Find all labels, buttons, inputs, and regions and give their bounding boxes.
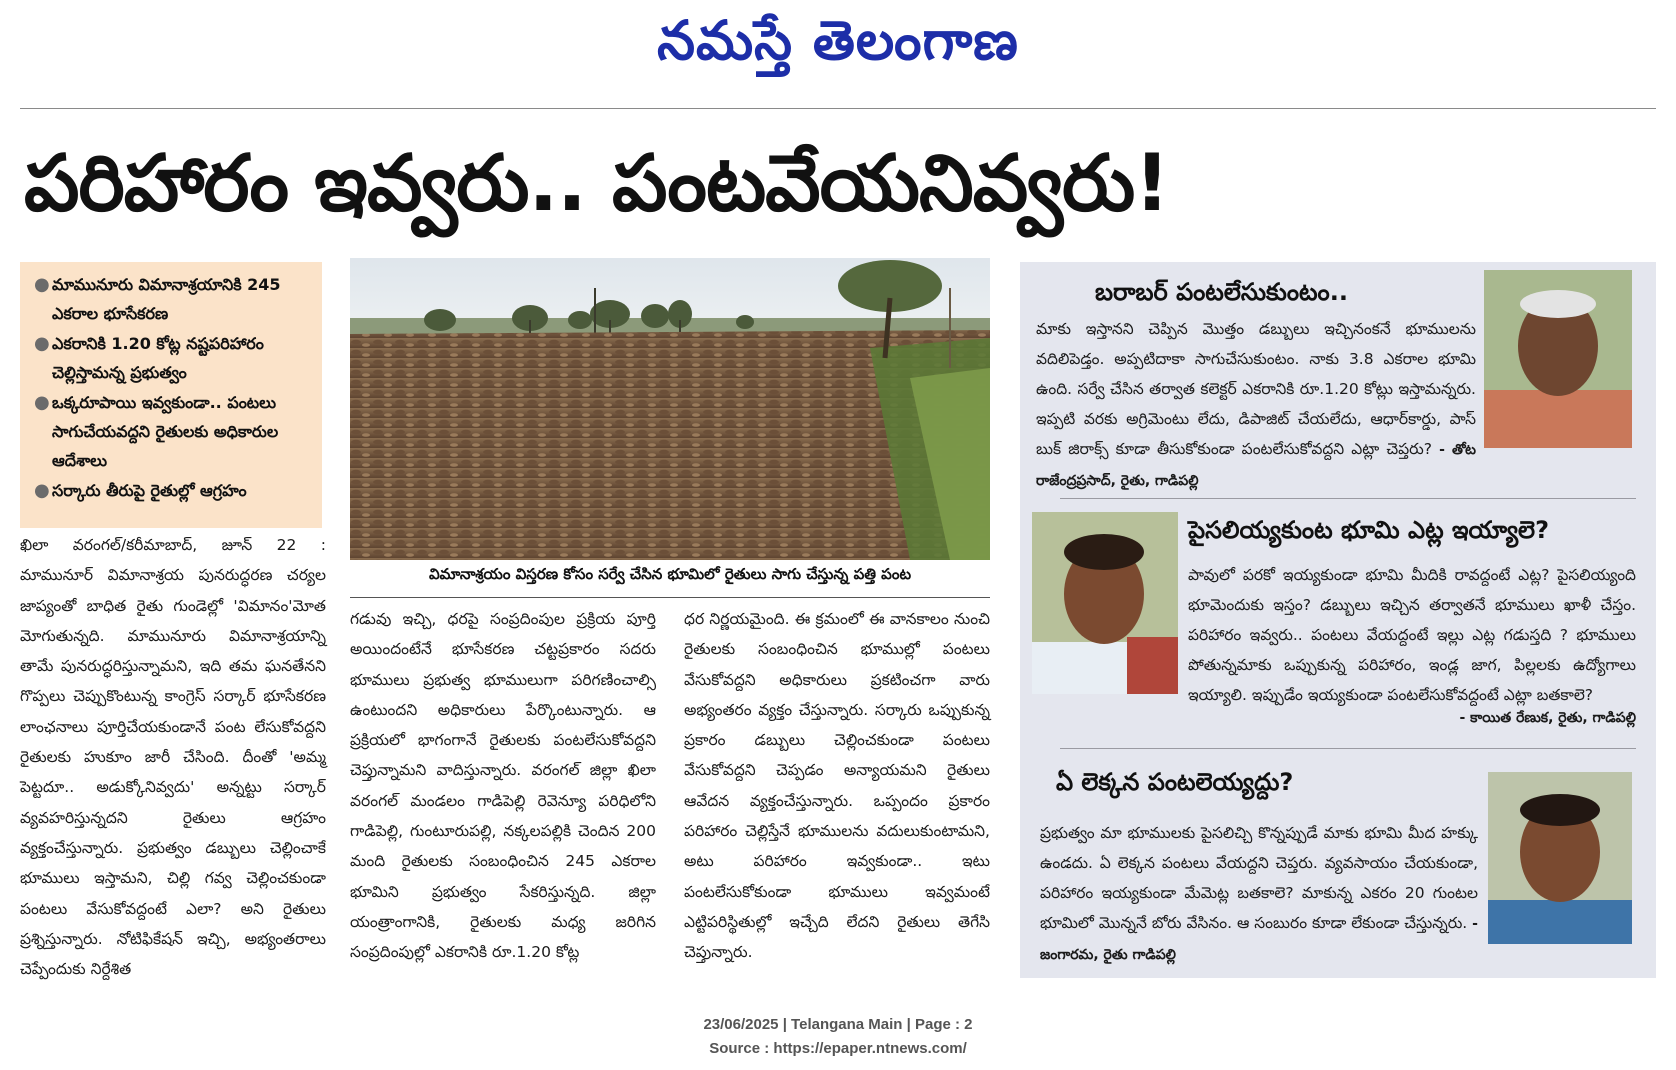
highlights-box — [20, 262, 322, 528]
masthead-logo: నమస్తే తెలంగాణ — [657, 8, 1019, 72]
quote-attribution: - తోట రాజేంద్రప్రసాద్, రైతు, గాడిపల్లి — [1036, 442, 1476, 489]
highlight-item: ● మామునూరు విమానాశ్రయానికి 245 ఎకరాల భూసేకరణ — [30, 270, 316, 328]
masthead-divider — [20, 108, 1656, 109]
photo-caption: విమానాశ్రయం విస్తరణ కోసం సర్వే చేసిన భూమిలో రైతులు సాగు చేస్తున్న పత్తి పంట — [428, 565, 912, 583]
article-text: గడువు ఇచ్చి, ధరపై సంప్రదింపుల ప్రక్రియ పూర్తి అయిందంటేనే భూసేకరణ చట్టప్రకారం సదరు భూములు ప్రభుత్వ భూములుగా పరిగణించాల్సి ఉంటుందని అధికారులు పేర్కొంటున్నారు. ఆ ప్రక్రియలో భాగంగానే రైతులకు పంటలేసుకోవద్దని చెప్తున్నామని వాదిస్తున్నారు. వరంగల్ జిల్లా ఖిలా వరంగల్ మండలం గాడిపెల్లి రెవెన్యూ పరిధిలోని గాడిపెల్లి, గుంటూరుపల్లి, నక్కలపల్లికి చెందిన 200 మంది రైతులకు సంబంధించిన 245 ఎకరాల భూమిని ప్రభుత్వం సేకరిస్తున్నది. జిల్లా యంత్రాంగానికి, రైతులకు మధ్య జరిగిన సంప్రదింపుల్లో ఎకరానికి రూ.1.20 కోట్ల — [350, 610, 656, 962]
quote-title: ఏ లెక్కన పంటలెయ్యద్దు? — [1056, 768, 1294, 796]
quote-text: పావులో పరకో ఇయ్యకుండా భూమి మీదికి రావద్దంటే ఎట్ల? పైసలియ్యంది భూమెందుకు ఇస్తం? డబ్బులు ఇచ్చిన తర్వాతనే భూములు ఖాళీ చేస్తం. పరిహారం ఇవ్వరు.. పంటలు వేయద్దంటే ఇల్లు ఎట్ల గడుస్తది ? భూములు పోతున్నమాకు ఒప్పుకున్న పరిహారం, ఇండ్ల జాగ, పిల్లలకు ఉద్యోగాలు ఇయ్యాలి. ఇప్పుడేం ఇయ్యకుండా పంటలేసుకోవద్దంటే ఎట్లా బతకాలె? — [1188, 566, 1636, 704]
caption-divider — [350, 597, 990, 598]
article-text: ఖిలా వరంగల్/కరీమాబాద్, జూన్ 22 : మామునూర్ విమానాశ్రయ పునరుద్ధరణ చర్యల జాప్యంతో బాధిత రైతు గుండెల్లో 'విమానం'మోత మోగుతున్నది. మామునూరు విమానాశ్రయాన్ని తామే పునరుద్ధరిస్తున్నామని, ఇది తమ ఘనతేనని గొప్పలు చెప్పుకొంటున్న కాంగ్రెస్ సర్కార్ భూసేకరణ లాంఛనాలు పూర్తిచేయకుండానే పంట లేసుకోవద్దని రైతులకు హుకూం జారీ చేసింది. దీంతో 'అమ్మ పెట్టదూ.. అడుక్కోనివ్వదు' అన్నట్టు సర్కార్ వ్యవహరిస్తున్నదని రైతులు ఆగ్రహం వ్యక్తంచేస్తున్నారు. ప్రభుత్వం డబ్బులు చెల్లించాకే భూములు ఇస్తామని, చిల్లి గవ్వ చెల్లించకుండా పంటలు వేసుకోవద్దంటే ఎలా? అని రైతులు ప్రశ్నిస్తున్నారు. నోటిఫికేషన్ ఇచ్చి, అభ్యంతరాలు చెప్పేందుకు నిర్దేశిత — [20, 536, 326, 979]
footer-source-line: Source : https://epaper.ntnews.com/ — [709, 1040, 967, 1057]
quote-attribution: - జంగారమ, రైతు గాడిపల్లి — [1040, 916, 1478, 963]
farmer-portrait-1 — [1484, 270, 1632, 448]
bullet-icon: ● — [34, 274, 50, 295]
bullet-icon: ● — [34, 392, 50, 413]
field-photo — [350, 258, 990, 560]
headline: పరిహారం ఇవ్వరు.. పంటవేయనివ్వరు! — [24, 139, 1169, 229]
bullet-icon: ● — [34, 480, 50, 501]
article-column-1 — [20, 530, 326, 984]
farmer-portrait-3 — [1488, 772, 1632, 944]
quote-attribution-wrap — [1420, 702, 1636, 733]
quote-title: పైసలియ్యకుంట భూమి ఎట్ల ఇయ్యాలె? — [1188, 516, 1549, 544]
bullet-icon: ● — [34, 333, 50, 354]
quote-title: బరాబర్ పంటలేసుకుంటం.. — [1095, 278, 1348, 306]
farmer-portrait-2 — [1032, 512, 1178, 694]
article-column-3 — [684, 604, 990, 968]
article-column-2 — [350, 604, 656, 968]
quote-divider — [1060, 748, 1636, 749]
highlight-item: ● సర్కారు తీరుపై రైతుల్లో ఆగ్రహం — [30, 476, 316, 505]
footer-date-line: 23/06/2025 | Telangana Main | Page : 2 — [703, 1016, 973, 1033]
article-text: ధర నిర్ణయమైంది. ఈ క్రమంలో ఈ వానకాలం నుంచి రైతులకు సంబంధించిన భూముల్లో పంటలు వేసుకోవద్దని అధికారులు ప్రకటించగా వారు అభ్యంతరం వ్యక్తం చేస్తున్నారు. సర్కారు ఒప్పుకున్న ప్రకారం డబ్బులు చెల్లించకుండా పంటలు వేసుకోవద్దని చెప్పడం అన్యాయమని రైతులు ఆవేదన వ్యక్తంచేస్తున్నారు. ఒప్పందం ప్రకారం పరిహారం చెల్లిస్తేనే భూములను వదులుకుంటామని, అటు పరిహారం ఇవ్వకుండా.. ఇటు పంటలేసుకోకుండా భూములు ఇవ్వమంటే ఎట్టిపరిస్థితుల్లో ఇచ్చేది లేదని రైతులు తెగేసి చెప్తున్నారు. — [684, 610, 990, 962]
highlight-item: ● ఒక్కరూపాయి ఇవ్వకుండా.. పంటలు సాగుచేయవద్దని రైతులకు అధికారుల ఆదేశాలు — [30, 388, 316, 475]
quote-divider — [1060, 498, 1636, 499]
highlight-item: ● ఎకరానికి 1.20 కోట్ల నష్టపరిహారం చెల్లిస్తామన్న ప్రభుత్వం — [30, 329, 316, 387]
quote-text: మాకు ఇస్తానని చెప్పిన మొత్తం డబ్బులు ఇచ్చినంకనే భూములను వదిలిపెడ్తం. అప్పటిదాకా సాగుచేసుకుంటం. నాకు 3.8 ఎకరాల భూమి ఉంది. సర్వే చేసిన తర్వాత కలెక్టర్ ఎకరానికి రూ.1.20 కోట్లు ఇస్తామన్నరు. ఇప్పటి వరకు అగ్రిమెంటు లేదు, డిపాజిట్ చేయలేదు, ఆధార్‌కార్డు, పాస్ బుక్ జిరాక్స్ కూడా తీసుకోకుండా పంటలేసుకోవద్దని ఎట్లా చెప్తరు? - తోట రాజేంద్రప్రసాద్, రైతు, గాడిపల్లి — [1036, 320, 1476, 489]
quote-text: ప్రభుత్వం మా భూములకు పైసలిచ్చి కొన్నప్పుడే మాకు భూమి మీద హక్కు ఉండదు. ఏ లెక్కన పంటలు వేయద్దని చెప్తరు. వ్యవసాయం చేయకుండా, పరిహారం ఇయ్యకుండా మేమెట్ల బతకాలె? మాకున్న ఎకరం 20 గుంటల భూమిలో మొన్ననే బోరు వేసినం. ఆ సంబురం కూడా లేకుండా చేస్తున్నరు. - జంగారమ, రైతు గాడిపల్లి — [1040, 824, 1478, 963]
quote-attribution: - కాయిత రేణుక, రైతు, గాడిపల్లి — [1459, 710, 1636, 726]
